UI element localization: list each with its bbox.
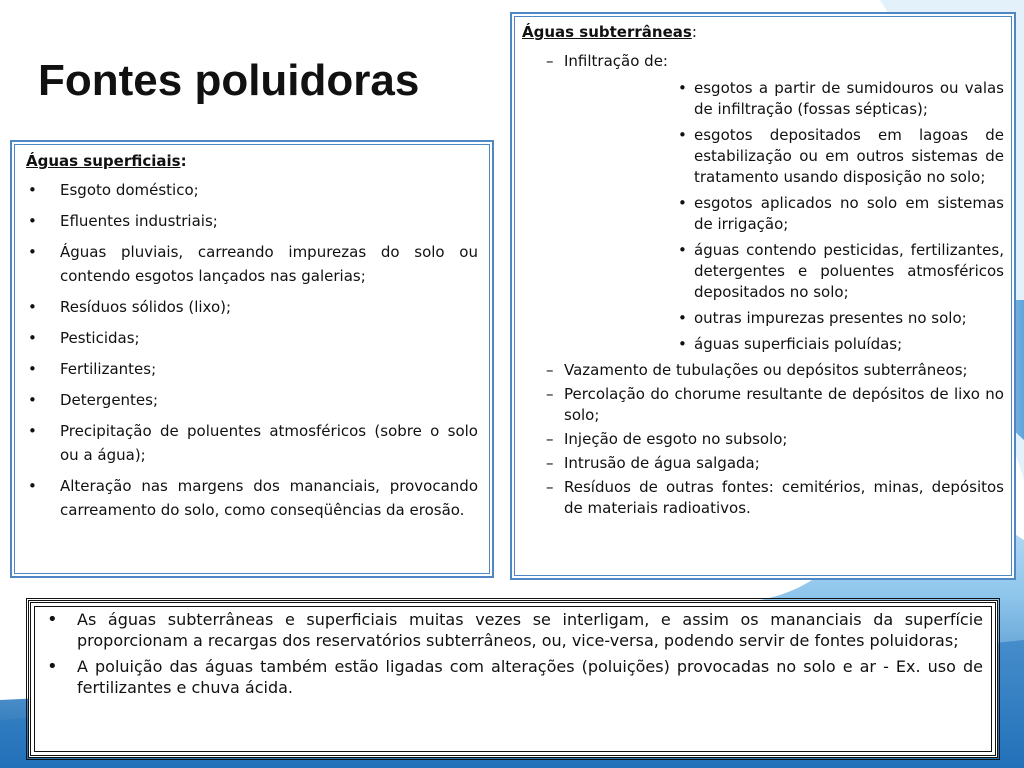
list-item	[564, 308, 1004, 329]
list-item: • Alteração nas margens dos mananciais, provocando carreamento do solo, como conseqüências da erosão.	[26, 474, 478, 522]
list-item: • Águas pluviais, carreando impurezas do solo ou contendo esgotos lançados nas galerias;	[26, 240, 478, 288]
list-item-text: Intrusão de água salgada;	[564, 454, 760, 472]
list-item: • Detergentes;	[26, 388, 478, 412]
list-item	[522, 51, 1004, 355]
surface-waters-heading	[26, 152, 478, 170]
dash-marker: –	[546, 478, 554, 496]
surface-waters-list	[26, 178, 478, 522]
page-title: Fontes poluidoras	[38, 56, 420, 105]
list-item-text: esgotos depositados em lagoas de estabilização ou em outros sistemas de tratamento usando disposição no solo;	[694, 126, 1004, 186]
bullet-marker: •	[678, 241, 687, 259]
bullet-marker: •	[678, 126, 687, 144]
list-item: • Resíduos sólidos (lixo);	[26, 295, 478, 319]
groundwater-box	[510, 12, 1016, 580]
list-item: • Precipitação de poluentes atmosféricos (sobre o solo ou a água);	[26, 419, 478, 467]
list-item-text: Resíduos de outras fontes: cemitérios, minas, depósitos de materiais radioativos.	[564, 478, 1004, 517]
list-item-text: outras impurezas presentes no solo;	[694, 309, 967, 327]
infiltration-sublist	[564, 78, 1004, 355]
bullet-marker: •	[678, 309, 687, 327]
list-item-text: Percolação do chorume resultante de depósitos de lixo no solo;	[564, 385, 1004, 424]
groundwater-heading	[522, 22, 1004, 43]
list-item	[564, 193, 1004, 235]
groundwater-heading-text: Águas subterrâneas	[522, 23, 692, 41]
list-item-text: Vazamento de tubulações ou depósitos subterrâneos;	[564, 361, 968, 379]
dash-marker: –	[546, 454, 554, 472]
list-item	[564, 125, 1004, 188]
list-item: • Pesticidas;	[26, 326, 478, 350]
surface-waters-heading-colon: :	[180, 152, 187, 170]
dash-marker: –	[546, 361, 554, 379]
list-item-text: Injeção de esgoto no subsolo;	[564, 430, 788, 448]
list-item	[522, 429, 1004, 450]
list-item	[522, 384, 1004, 426]
summary-box	[28, 600, 998, 758]
dash-marker: –	[546, 52, 554, 70]
list-item	[522, 477, 1004, 519]
list-item	[564, 334, 1004, 355]
bullet-marker: •	[678, 194, 687, 212]
dash-marker: –	[546, 430, 554, 448]
dash-marker: –	[546, 385, 554, 403]
groundwater-heading-colon: :	[691, 23, 697, 41]
groundwater-list	[522, 51, 1004, 519]
list-item	[564, 240, 1004, 303]
list-item-text: águas superficiais poluídas;	[694, 335, 903, 353]
infiltration-label: Infiltração de:	[564, 52, 668, 70]
list-item	[564, 78, 1004, 120]
bullet-marker: •	[678, 335, 687, 353]
list-item: • A poluição das águas também estão ligadas com alterações (poluições) provocadas no solo e ar - Ex. uso de fertilizantes e chuva ácida.	[41, 656, 983, 698]
list-item: • Efluentes industriais;	[26, 209, 478, 233]
bullet-marker: •	[678, 79, 687, 97]
list-item: • As águas subterrâneas e superficiais muitas vezes se interligam, e assim os mananciais da superfície proporcionam a recargas dos reservatórios subterrâneos, ou, vice-versa, podendo servir de fontes poluidoras;	[41, 609, 983, 651]
list-item	[522, 453, 1004, 474]
list-item: • Fertilizantes;	[26, 357, 478, 381]
list-item-text: águas contendo pesticidas, fertilizantes, detergentes e poluentes atmosféricos depositados no solo;	[694, 241, 1004, 301]
list-item	[522, 360, 1004, 381]
surface-waters-box	[10, 140, 494, 578]
list-item: • Esgoto doméstico;	[26, 178, 478, 202]
list-item-text: esgotos aplicados no solo em sistemas de irrigação;	[694, 194, 1004, 233]
list-item-text: esgotos a partir de sumidouros ou valas de infiltração (fossas sépticas);	[694, 79, 1004, 118]
summary-list	[41, 609, 983, 698]
surface-waters-heading-text: Águas superficiais	[26, 152, 181, 170]
